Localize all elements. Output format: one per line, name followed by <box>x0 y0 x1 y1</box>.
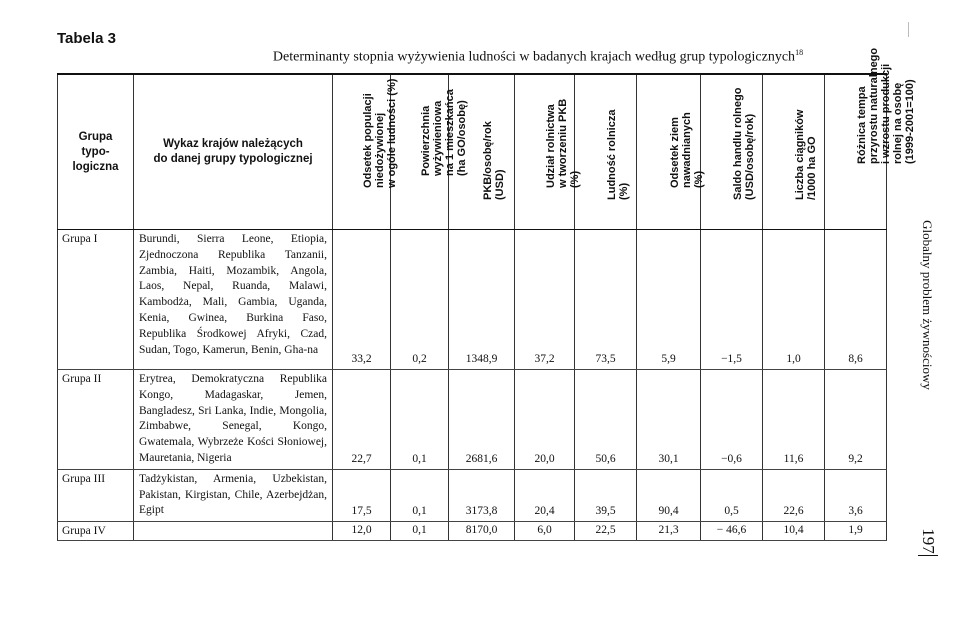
margin-mark <box>908 22 909 37</box>
table-caption <box>178 48 898 66</box>
value-cell: 1,0 <box>763 230 825 370</box>
value-cell: 5,9 <box>637 230 701 370</box>
header-group-line: Grupa <box>78 130 113 143</box>
header-countries-line: do danej grupy typologicznej <box>153 153 313 165</box>
header-group-line: logiczna <box>72 160 119 173</box>
value-cell: 10,4 <box>763 522 825 541</box>
value-cell: 90,4 <box>637 469 701 521</box>
caption-text: Determinanty stopnia wyżywienia ludności w badanych krajach według grup typologicznych <box>272 49 796 65</box>
value-cell: 11,6 <box>763 370 825 470</box>
table-row <box>58 230 887 370</box>
value-cell: 0,1 <box>391 522 449 541</box>
value-cell: 3173,8 <box>449 469 515 521</box>
value-cell: 50,6 <box>575 370 637 470</box>
value-cell: 73,5 <box>575 230 637 370</box>
value-cell: −0,6 <box>701 370 763 470</box>
header-irrigated-land: Odsetek ziem nawadnianych (%) <box>637 74 701 230</box>
header-tractors: Liczba ciągników /1000 ha GO <box>763 74 825 230</box>
country-list <box>134 522 333 541</box>
country-list: Erytrea, Demokratyczna Republika Kongo, Madagaskar, Jemen, Bangladesz, Sri Lanka, Indie, Mongolia, Zimbabwe, Senegal, Kongo, Gwatemala, Wybrzeże Kości Słoniowej, Mauretania, Nigeria <box>134 370 333 470</box>
group-name: Grupa III <box>58 469 134 521</box>
table-row <box>58 469 887 521</box>
value-cell: 12,0 <box>333 522 391 541</box>
header-group-line: typo- <box>81 145 110 158</box>
value-cell: 33,2 <box>333 230 391 370</box>
header-food-area: Powierzchnia wyżywieniowa na 1 mieszkańca (ha GO/osobę) <box>391 74 449 230</box>
header-gdp: PKB/osobę/rok (USD) <box>449 74 515 230</box>
value-cell: 0,2 <box>391 230 449 370</box>
value-cell: 20,4 <box>515 469 575 521</box>
value-cell: 22,5 <box>575 522 637 541</box>
page-number-rule <box>918 555 938 556</box>
value-cell: 21,3 <box>637 522 701 541</box>
value-cell: 9,2 <box>825 370 887 470</box>
group-name: Grupa II <box>58 370 134 470</box>
value-cell: −1,5 <box>701 230 763 370</box>
value-cell: 8170,0 <box>449 522 515 541</box>
value-cell: 22,7 <box>333 370 391 470</box>
value-cell: 6,0 <box>515 522 575 541</box>
value-cell: 0,1 <box>391 469 449 521</box>
value-cell: 0,5 <box>701 469 763 521</box>
value-cell: 2681,6 <box>449 370 515 470</box>
header-agri-population: Ludność rolnicza (%) <box>575 74 637 230</box>
value-cell: − 46,6 <box>701 522 763 541</box>
running-title: Globalny problem żywnościowy <box>920 220 935 390</box>
country-list: Burundi, Sierra Leone, Etiopia, Zjednoczona Republika Tanzanii, Zambia, Haiti, Mozambik, Angola, Laos, Nepal, Ruanda, Malawi, Kambodża, Mali, Gambia, Uganda, Kenia, Gwinea, Burkina Faso, Republika Środkowej Afryki, Czad, Sudan, Togo, Kamerun, Benin, Gha-na <box>134 230 333 370</box>
footnote-ref: 18 <box>795 48 804 57</box>
value-cell: 39,5 <box>575 469 637 521</box>
header-countries <box>134 74 333 230</box>
table-label: Tabela 3 <box>57 30 116 47</box>
value-cell: 17,5 <box>333 469 391 521</box>
country-list: Tadżykistan, Armenia, Uzbekistan, Pakistan, Kirgistan, Chile, Azerbejdżan, Egipt <box>134 469 333 521</box>
value-cell: 8,6 <box>825 230 887 370</box>
table-row <box>58 370 887 470</box>
value-cell: 0,1 <box>391 370 449 470</box>
value-cell: 1348,9 <box>449 230 515 370</box>
value-cell: 22,6 <box>763 469 825 521</box>
page-number: 197 <box>919 528 938 554</box>
header-agri-gdp-share: Udział rolnictwa w tworzeniu PKB (%) <box>515 74 575 230</box>
group-name: Grupa IV <box>58 522 134 541</box>
header-agri-trade-balance: Saldo handlu rolnego (USD/osobę/rok) <box>701 74 763 230</box>
header-countries-line: Wykaz krajów należących <box>163 138 303 150</box>
value-cell: 37,2 <box>515 230 575 370</box>
header-group <box>58 74 134 230</box>
value-cell: 20,0 <box>515 370 575 470</box>
value-cell: 3,6 <box>825 469 887 521</box>
header-row <box>58 74 887 230</box>
header-undernourished: Odsetek populacji niedożywionej w ogóle ludności (%) <box>333 74 391 230</box>
header-growth-difference: Różnica tempa przyrostu naturalnego i wzrostu produkcji rolnej na osobę (1999-2001=100) <box>825 74 887 230</box>
value-cell: 1,9 <box>825 522 887 541</box>
value-cell: 30,1 <box>637 370 701 470</box>
table-row <box>58 522 887 541</box>
group-name: Grupa I <box>58 230 134 370</box>
